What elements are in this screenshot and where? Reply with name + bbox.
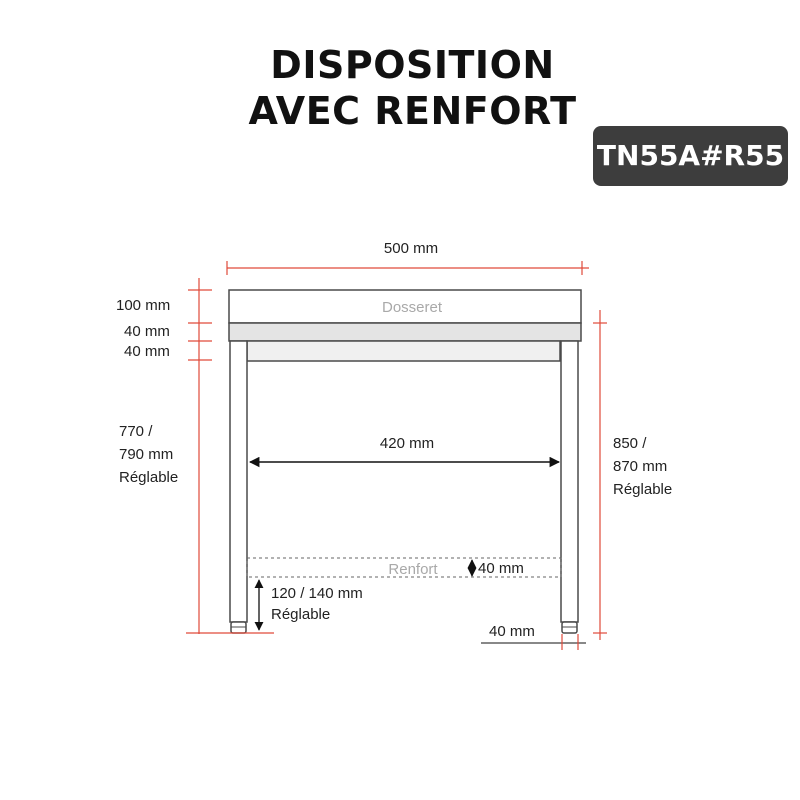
brace-label: Renfort (388, 561, 438, 578)
leg-height-label: 770 / 790 mm Réglable (119, 423, 179, 486)
reference-badge: TN55A#R55 (593, 126, 788, 186)
brace-height-label: 40 mm (478, 560, 524, 577)
backsplash-label: Dosseret (381, 299, 443, 316)
brace-clearance-label: 120 / 140 mm Réglable (271, 585, 363, 623)
backsplash-height-label: 100 mm (116, 297, 171, 314)
total-width-dimension (227, 261, 589, 275)
title-line-1: DISPOSITION (270, 43, 555, 87)
leg-width-label: 40 mm (489, 623, 535, 640)
right-height-dimension (593, 310, 607, 640)
top-thickness-label: 40 mm (124, 323, 170, 340)
inner-width-label: 420 mm (379, 435, 435, 452)
apron-height-label: 40 mm (124, 343, 170, 360)
total-height-label: 850 / 870 mm Réglable (613, 435, 673, 498)
apron (247, 341, 560, 361)
right-leg (561, 341, 578, 622)
title-line-2: AVEC RENFORT (248, 89, 577, 133)
left-leg (230, 341, 247, 622)
total-width-label: 500 mm (383, 240, 439, 257)
table-top (229, 323, 581, 341)
